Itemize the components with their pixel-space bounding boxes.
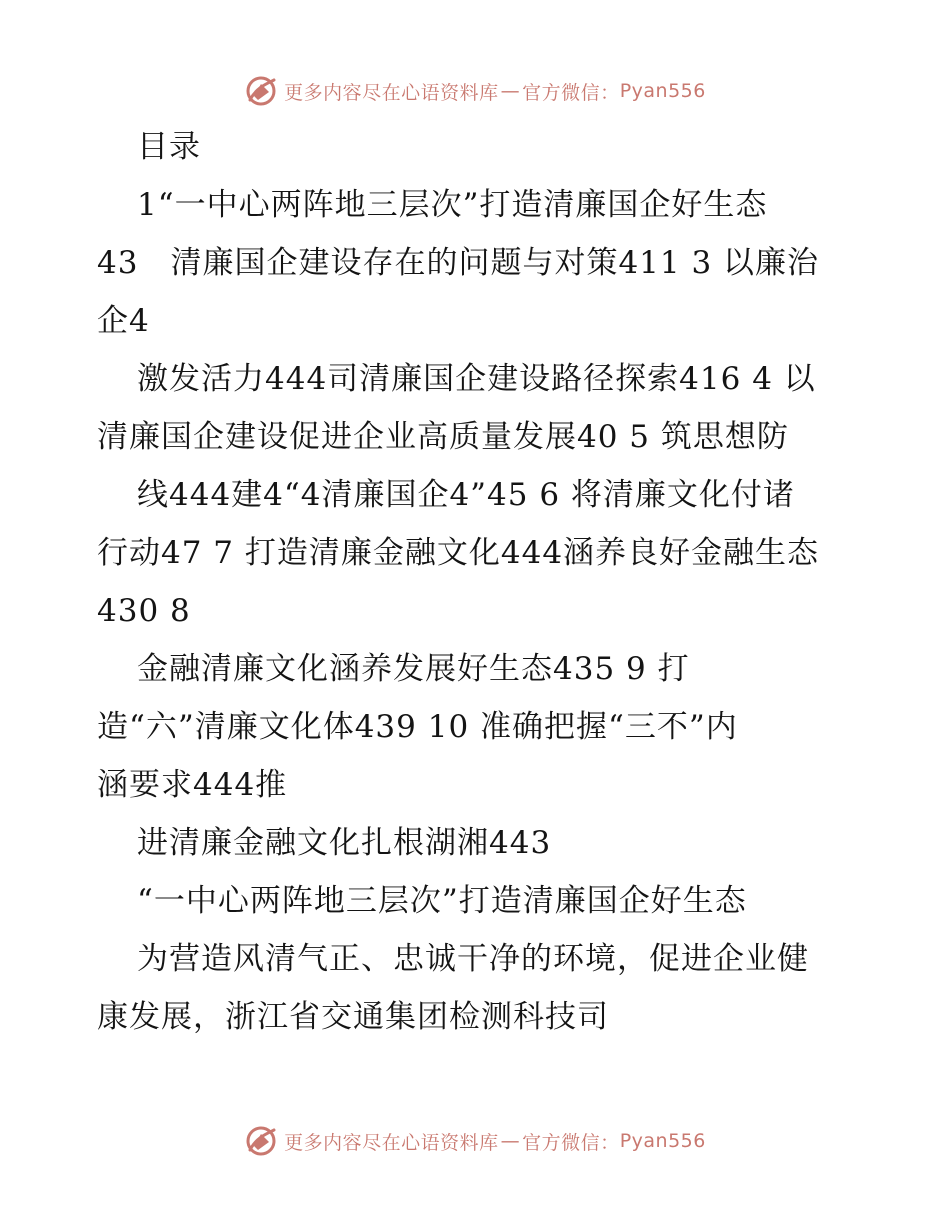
text-line: 激发活力444司清廉国企建设路径探索416 4 以 <box>137 361 816 397</box>
header-banner <box>0 71 950 111</box>
banner-dash: — <box>500 1130 521 1152</box>
banner-wechat-id: Pyan556 <box>619 1130 706 1152</box>
pen-swirl-logo-icon <box>244 1124 278 1158</box>
banner-text-cn: 更多内容尽在心语资料库 <box>284 1131 499 1154</box>
banner-wechat-id: Pyan556 <box>619 80 706 102</box>
banner-dash: — <box>500 80 521 102</box>
text-line: 清廉国企建设促进企业高质量发展40 5 筑思想防 <box>97 419 789 455</box>
text-line: 企4 <box>97 303 150 339</box>
section-title: “一中心两阵地三层次”打造清廉国企好生态 <box>137 883 747 919</box>
text-line: 线444建4“4清廉国企4”45 6 将清廉文化付诸 <box>137 477 795 513</box>
text-line: 行动47 7 打造清廉金融文化444涵养良好金融生态 <box>97 535 820 571</box>
paragraph-line: 为营造风清气正、忠诚干净的环境，促进企业健 <box>137 941 809 977</box>
text-line: 430 8 <box>97 593 191 629</box>
toc-heading: 目录 <box>137 129 201 165</box>
banner-text-cn: 更多内容尽在心语资料库 <box>284 81 499 104</box>
text-line: 金融清廉文化涵养发展好生态435 9 打 <box>137 651 690 687</box>
text-line: 造“六”清廉文化体439 10 准确把握“三不”内 <box>97 709 738 745</box>
text-line: 43 清廉国企建设存在的问题与对策411 3 以廉治 <box>97 245 820 281</box>
footer-banner <box>0 1121 950 1161</box>
text-line: 进清廉金融文化扎根湖湘443 <box>137 825 552 861</box>
banner-wechat-label: 官方微信： <box>522 81 620 104</box>
banner-wechat-label: 官方微信： <box>522 1131 620 1154</box>
paragraph-line: 康发展，浙江省交通集团检测科技司 <box>97 999 609 1035</box>
text-line: 1“一中心两阵地三层次”打造清廉国企好生态 <box>137 187 768 223</box>
pen-swirl-logo-icon <box>244 74 278 108</box>
text-line: 涵要求444推 <box>97 767 288 803</box>
document-body <box>97 118 857 1046</box>
